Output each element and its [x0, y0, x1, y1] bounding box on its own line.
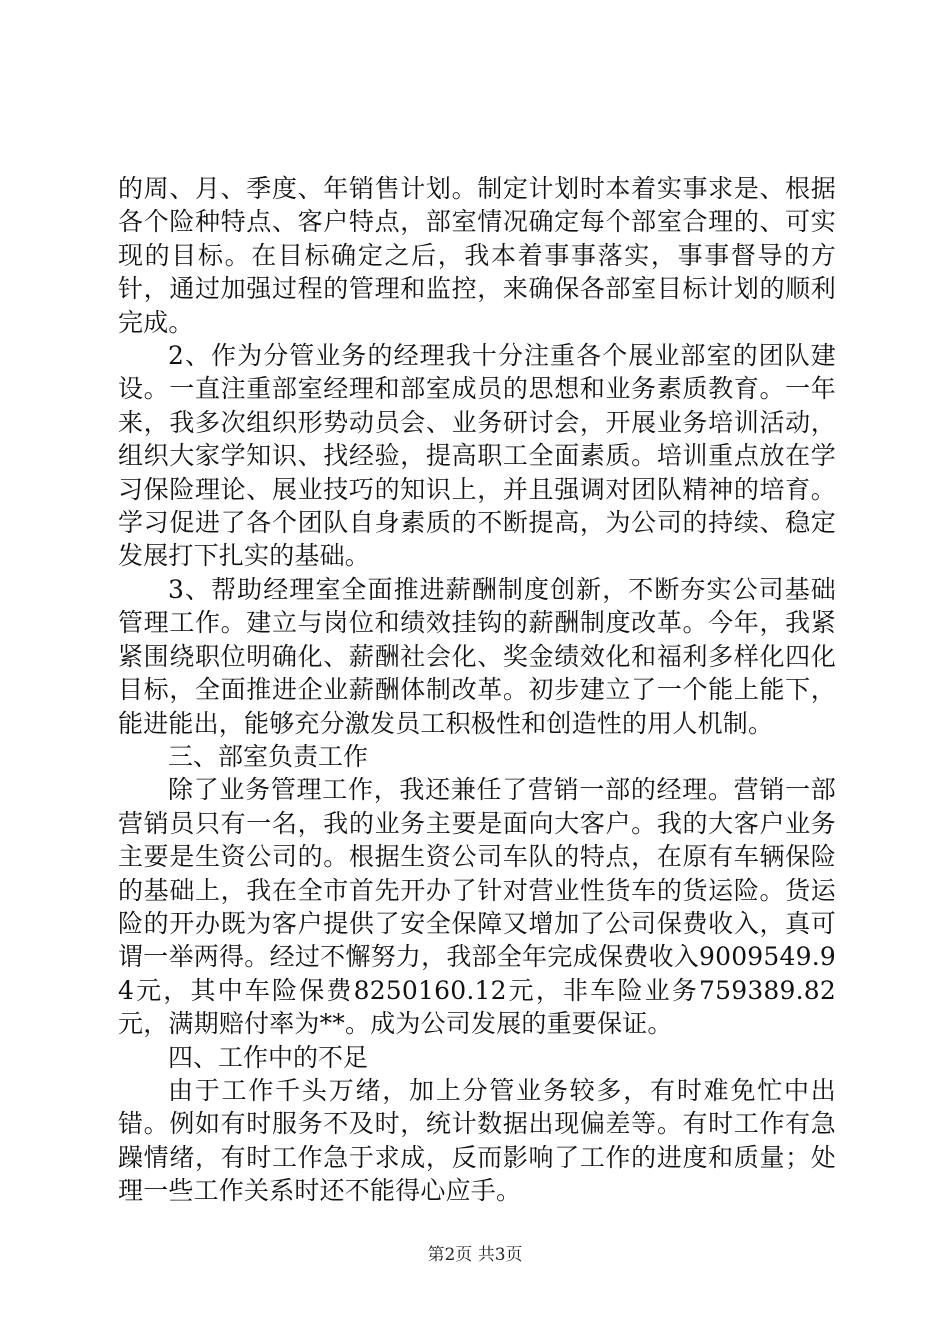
document-body: [118, 172, 836, 1208]
page-footer: 第2页 共3页: [427, 1245, 523, 1265]
paragraph-department-work: 除了业务管理工作，我还兼任了营销一部的经理。营销一部营销员只有一名，我的业务主要是面向大客户。我的大客户业务主要是生资公司的。根据生资公司车队的特点，在原有车辆保险的基础上，我在全市首先开办了针对营业性货车的货运险。货运险的开办既为客户提供了安全保障又增加了公司保费收入，真可谓一举两得。经过不懈努力，我部全年完成保费收入9009549.94元，其中车险保费8250160.12元，非车险业务759389.82元，满期赔付率为**。成为公司发展的重要保证。: [118, 775, 836, 1039]
paragraph-shortcomings: 由于工作千头万绪，加上分管业务较多，有时难免忙中出错。例如有时服务不及时，统计数据出现偏差等。有时工作有急躁情绪，有时工作急于求成，反而影响了工作的进度和质量；处理一些工作关系时还不能得心应手。: [118, 1075, 836, 1206]
paragraph-team-building: 2、作为分管业务的经理我十分注重各个展业部室的团队建设。一直注重部室经理和部室成员的思想和业务素质教育。一年来，我多次组织形势动员会、业务研讨会，开展业务培训活动，组织大家学知识、找经验，提高职工全面素质。培训重点放在学习保险理论、展业技巧的知识上，并且强调对团队精神的培育。学习促进了各个团队自身素质的不断提高，为公司的持续、稳定发展打下扎实的基础。: [118, 341, 836, 571]
section-heading-department-work: 三、部室负责工作: [168, 741, 369, 771]
paragraph-sales-plan: 的周、月、季度、年销售计划。制定计划时本着实事求是、根据各个险种特点、客户特点，部室情况确定每个部室合理的、可实现的目标。在目标确定之后，我本着事事落实，事事督导的方针，通过加强过程的管理和监控，来确保各部室目标计划的顺利完成。: [118, 174, 836, 337]
paragraph-salary-reform: 3、帮助经理室全面推进薪酬制度创新，不断夯实公司基础管理工作。建立与岗位和绩效挂钩的薪酬制度改革。今年，我紧紧围绕职位明确化、薪酬社会化、奖金绩效化和福利多样化四化目标，全面推进企业薪酬体制改革。初步建立了一个能上能下，能进能出，能够充分激发员工积极性和创造性的用人机制。: [118, 574, 836, 738]
section-heading-shortcomings: 四、工作中的不足: [168, 1042, 369, 1072]
